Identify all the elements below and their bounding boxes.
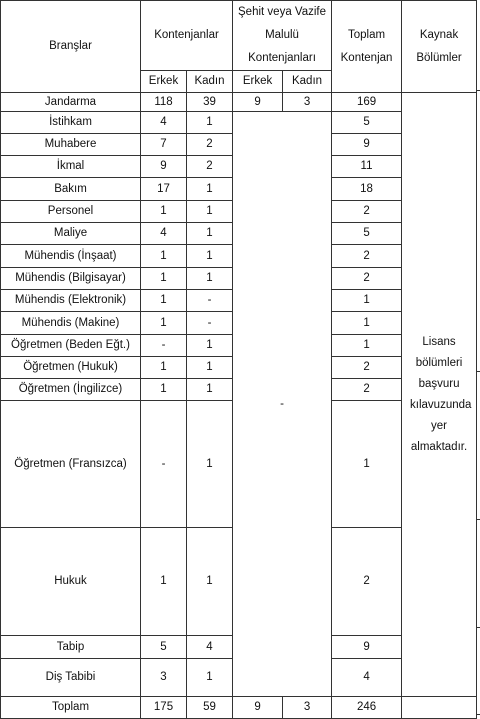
total-cell: 2 xyxy=(332,245,402,268)
male-cell: 1 xyxy=(141,290,187,312)
male-cell: 1 xyxy=(141,245,187,268)
male-cell: 3 xyxy=(141,659,187,697)
branch-cell: Diş Tabibi xyxy=(1,659,141,697)
female-cell: 1 xyxy=(187,223,233,245)
branch-cell: Mühendis (Bilgisayar) xyxy=(1,268,141,290)
female-cell: 1 xyxy=(187,112,233,134)
total-cell: 1 xyxy=(332,335,402,357)
female-cell: 1 xyxy=(187,178,233,201)
total-martyr-male: 9 xyxy=(233,697,283,719)
martyr-male-cell: 9 xyxy=(233,93,283,112)
branch-cell: Personel xyxy=(1,201,141,223)
table-row xyxy=(1,93,477,112)
male-cell: 1 xyxy=(141,528,187,636)
branch-cell: Öğretmen (Fransızca) xyxy=(1,401,141,528)
branch-cell: Mühendis (Makine) xyxy=(1,312,141,335)
female-cell: 2 xyxy=(187,156,233,178)
branch-cell: Öğretmen (Hukuk) xyxy=(1,357,141,379)
header-quota: Kontenjanlar xyxy=(141,1,233,71)
male-cell: 118 xyxy=(141,93,187,112)
female-cell: 2 xyxy=(187,134,233,156)
branch-cell: İstihkam xyxy=(1,112,141,134)
total-source-empty xyxy=(402,697,477,719)
total-cell: 5 xyxy=(332,112,402,134)
male-cell: 1 xyxy=(141,379,187,401)
female-cell: 4 xyxy=(187,636,233,659)
male-cell: 17 xyxy=(141,178,187,201)
total-sum: 246 xyxy=(332,697,402,719)
total-martyr-female: 3 xyxy=(283,697,332,719)
branch-cell: Tabip xyxy=(1,636,141,659)
female-cell: - xyxy=(187,312,233,335)
female-cell: 1 xyxy=(187,379,233,401)
male-cell: 1 xyxy=(141,201,187,223)
branch-cell: Mühendis (İnşaat) xyxy=(1,245,141,268)
total-cell: 2 xyxy=(332,268,402,290)
branch-cell: Öğretmen (Beden Eğt.) xyxy=(1,335,141,357)
branch-cell: Öğretmen (İngilizce) xyxy=(1,379,141,401)
branch-cell: Bakım xyxy=(1,178,141,201)
female-cell: 1 xyxy=(187,201,233,223)
male-cell: 1 xyxy=(141,268,187,290)
right-edge-column xyxy=(476,0,480,714)
header-martyr-male: Erkek xyxy=(233,71,283,93)
branch-cell: Jandarma xyxy=(1,93,141,112)
total-cell: 4 xyxy=(332,659,402,697)
total-female: 59 xyxy=(187,697,233,719)
header-male: Erkek xyxy=(141,71,187,93)
male-cell: - xyxy=(141,401,187,528)
male-cell: 1 xyxy=(141,312,187,335)
header-source: Kaynak Bölümler xyxy=(402,1,477,93)
male-cell: - xyxy=(141,335,187,357)
female-cell: 1 xyxy=(187,528,233,636)
branch-cell: Muhabere xyxy=(1,134,141,156)
total-row xyxy=(1,697,477,719)
male-cell: 4 xyxy=(141,112,187,134)
header-martyr-female: Kadın xyxy=(283,71,332,93)
female-cell: 1 xyxy=(187,357,233,379)
male-cell: 4 xyxy=(141,223,187,245)
male-cell: 7 xyxy=(141,134,187,156)
total-label: Toplam xyxy=(1,697,141,719)
header-total: Toplam Kontenjan xyxy=(332,1,402,93)
total-cell: 169 xyxy=(332,93,402,112)
edge-tick xyxy=(476,714,480,715)
male-cell: 9 xyxy=(141,156,187,178)
male-cell: 1 xyxy=(141,357,187,379)
total-cell: 2 xyxy=(332,201,402,223)
edge-tick xyxy=(476,371,480,372)
male-cell: 5 xyxy=(141,636,187,659)
female-cell: 1 xyxy=(187,659,233,697)
edge-tick xyxy=(476,627,480,628)
header-branch: Branşlar xyxy=(1,1,141,93)
female-cell: 1 xyxy=(187,401,233,528)
total-cell: 11 xyxy=(332,156,402,178)
female-cell: - xyxy=(187,290,233,312)
total-cell: 2 xyxy=(332,379,402,401)
female-cell: 1 xyxy=(187,268,233,290)
edge-tick xyxy=(476,519,480,520)
total-cell: 1 xyxy=(332,401,402,528)
branch-cell: İkmal xyxy=(1,156,141,178)
total-cell: 9 xyxy=(332,636,402,659)
header-female: Kadın xyxy=(187,71,233,93)
header-martyr: Şehit veya Vazife Malulü Kontenjanları xyxy=(233,1,332,71)
total-cell: 18 xyxy=(332,178,402,201)
branch-cell: Mühendis (Elektronik) xyxy=(1,290,141,312)
branch-cell: Hukuk xyxy=(1,528,141,636)
total-cell: 1 xyxy=(332,312,402,335)
female-cell: 1 xyxy=(187,335,233,357)
edge-tick xyxy=(476,90,480,91)
total-male: 175 xyxy=(141,697,187,719)
total-cell: 2 xyxy=(332,357,402,379)
martyr-merged-cell: - xyxy=(233,112,332,697)
source-cell: Lisans bölümleri başvuru kılavuzunda yer almaktadır. xyxy=(402,93,477,697)
total-cell: 1 xyxy=(332,290,402,312)
total-cell: 2 xyxy=(332,528,402,636)
martyr-female-cell: 3 xyxy=(283,93,332,112)
branch-cell: Maliye xyxy=(1,223,141,245)
total-cell: 5 xyxy=(332,223,402,245)
female-cell: 39 xyxy=(187,93,233,112)
female-cell: 1 xyxy=(187,245,233,268)
total-cell: 9 xyxy=(332,134,402,156)
